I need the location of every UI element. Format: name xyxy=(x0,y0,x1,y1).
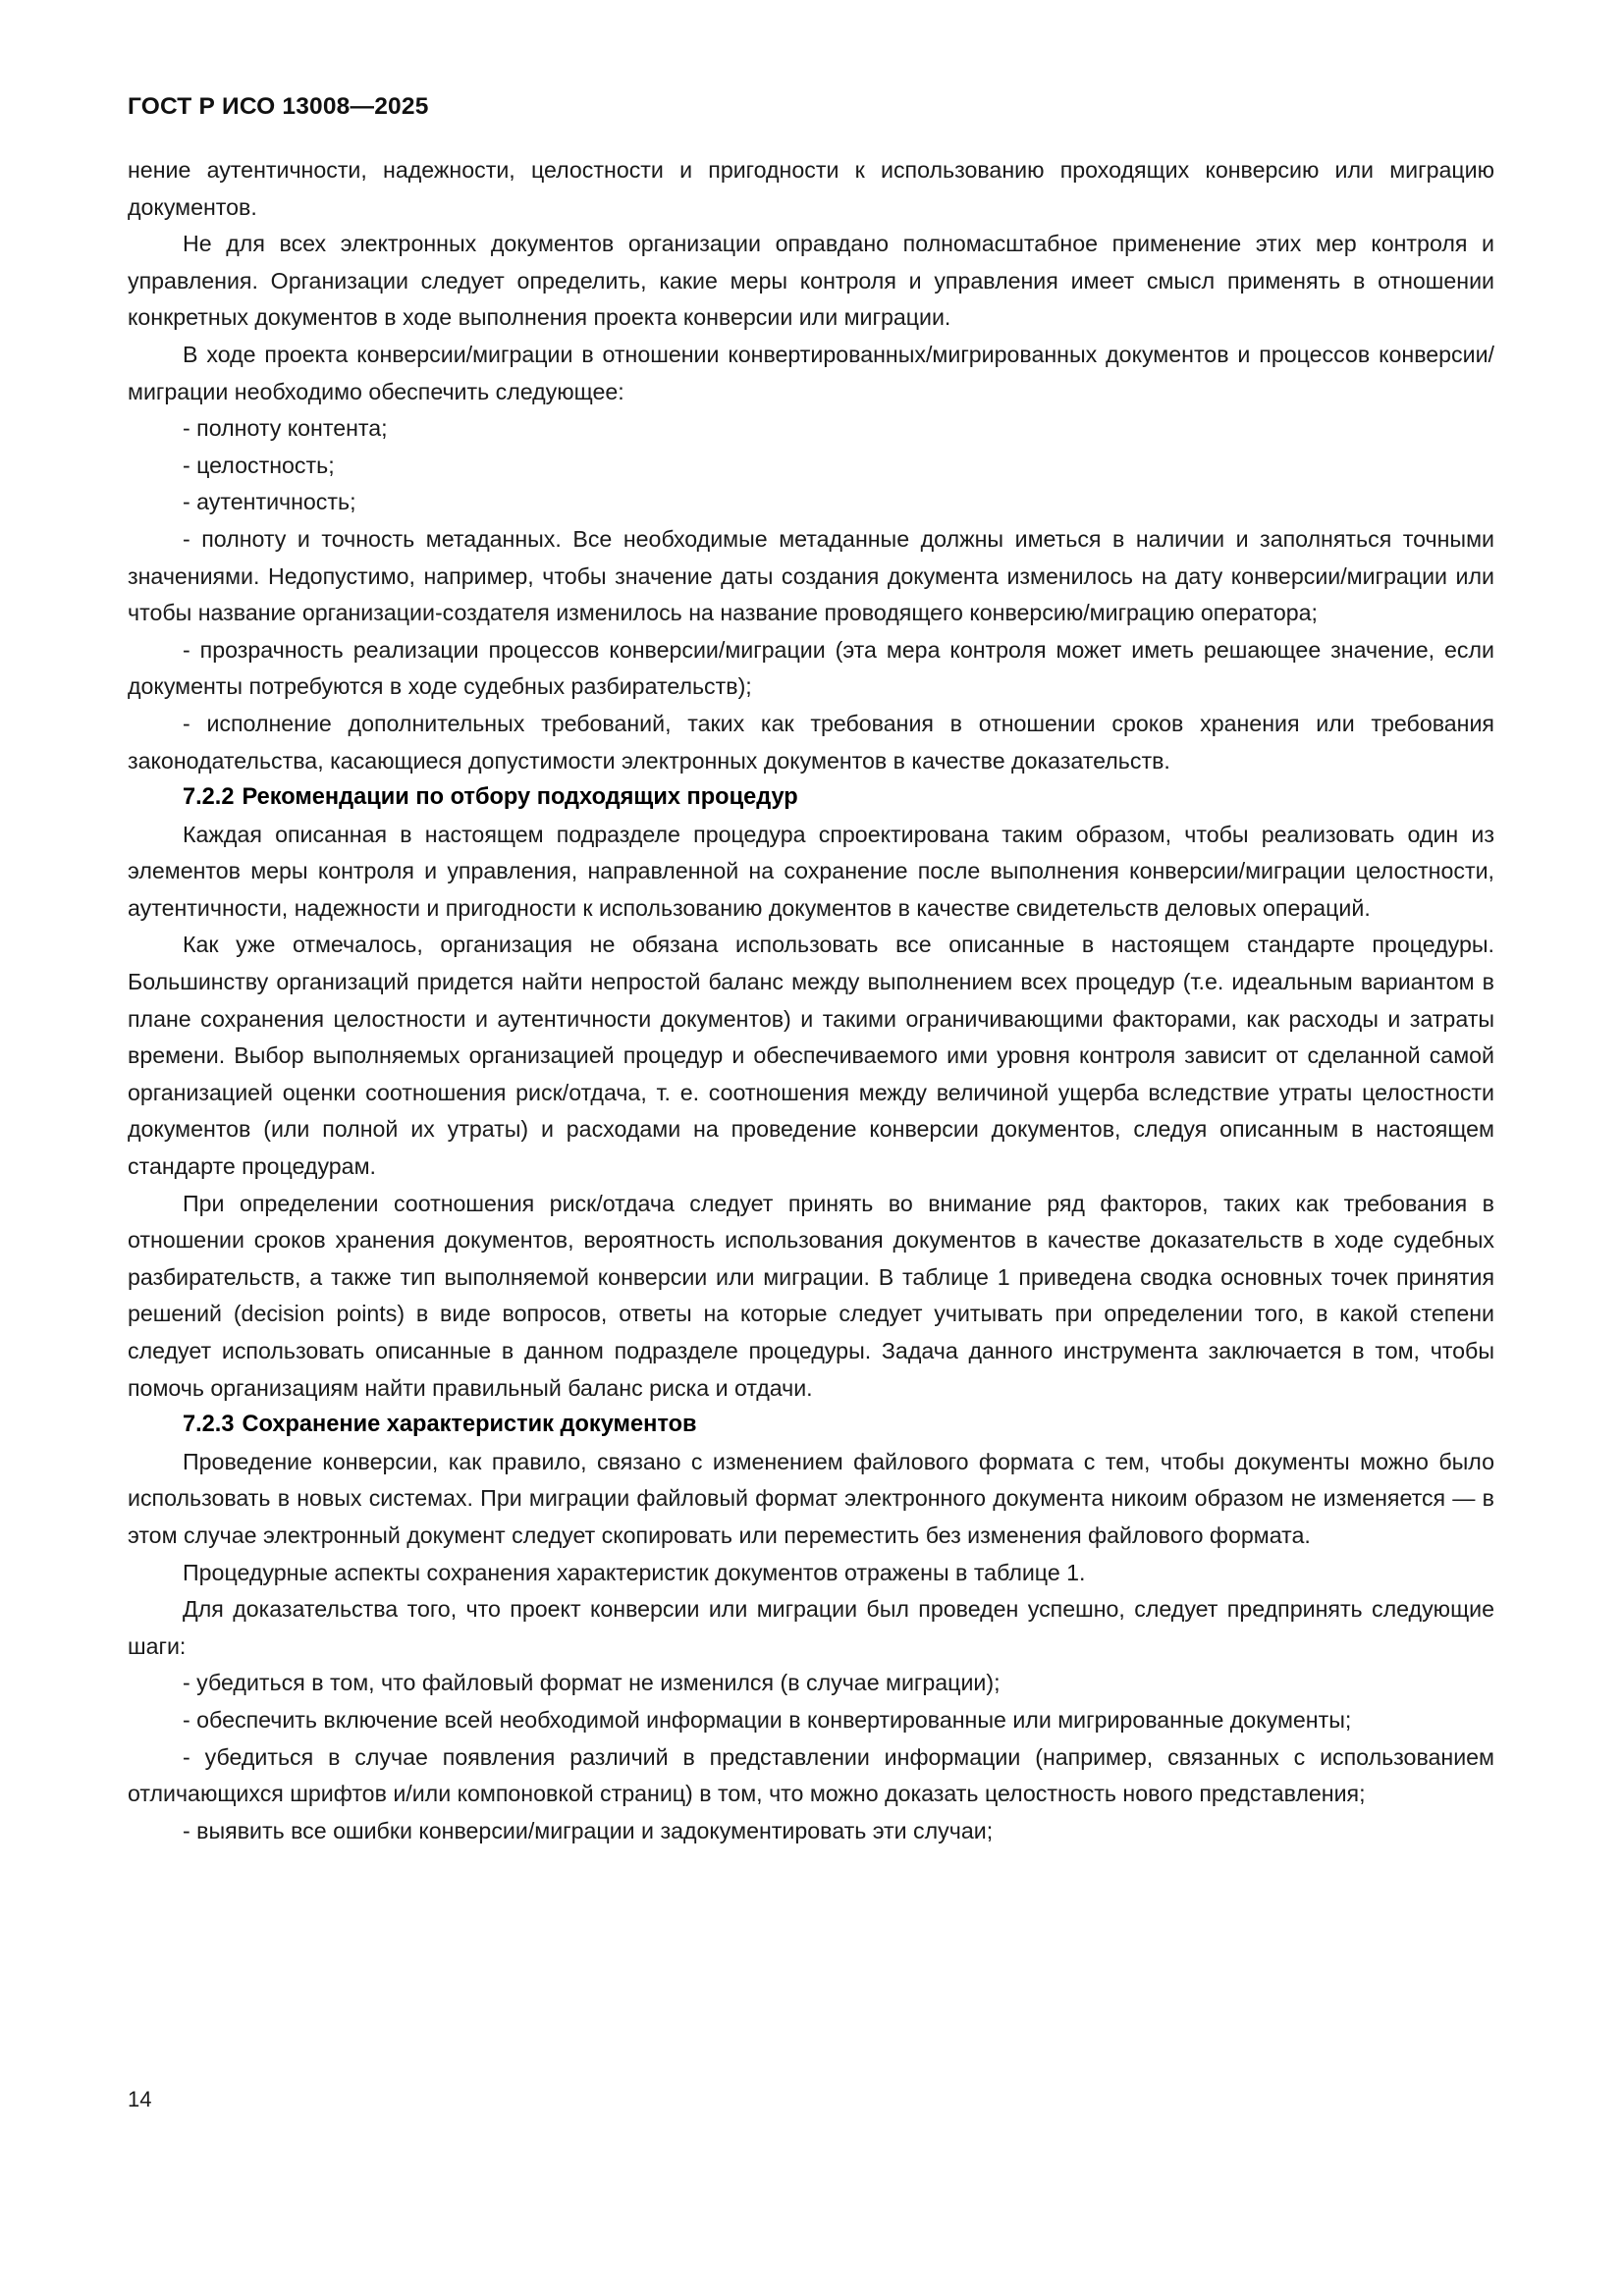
dash-list-item: - убедиться в том, что файловый формат не изменился (в случае миграции); xyxy=(183,1670,1001,1696)
body-paragraph: Проведение конверсии, как правило, связано с изменением файлового формата с тем, чтобы документы можно было использовать в новых системах. При миграции файловый формат электронного документа никоим образом не изменяется — в этом случае электронный документ следует скопировать или переместить без изменения файлового формата. xyxy=(128,1448,1494,1548)
body-paragraph: Как уже отмечалось, организация не обязана использовать все описанные в настоящем стандарте процедуры. Большинству организаций придется найти непростой баланс между выполнением всех процедур (т.е. идеальным вариантом в плане сохранения целостности и аутентичности документов) и такими ограничивающими факторами, как расходы и затраты времени. Выбор выполняемых организацией процедур и обеспечиваемого ими уровня контроля зависит от сделанной самой организацией оценки соотношения риск/отдача, т. е. соотношения между величиной ущерба вследствие утраты целостности документов (или полной их утраты) и расходами на проведение конверсии документов, следуя описанным в настоящем стандарте процедурам. xyxy=(128,932,1494,1180)
body-paragraph: Для доказательства того, что проект конверсии или миграции был проведен успешно, следует предпринять следующие шаги: xyxy=(128,1596,1494,1659)
dash-list-item: - исполнение дополнительных требований, таких как требования в отношении сроков хранения или требования законодательства, касающиеся допустимости электронных документов в качестве доказательств. xyxy=(128,710,1494,774)
page-number: 14 xyxy=(128,2087,152,2111)
body-paragraph: В ходе проекта конверсии/миграции в отношении конвертированных/мигрированных документов и процессов конверсии/миграции необходимо обеспечить следующее: xyxy=(128,341,1494,404)
dash-list-item: - убедиться в случае появления различий в представлении информации (например, связанных с использованием отличающихся шрифтов и/или компоновкой страниц) в том, что можно доказать целостность нового представления; xyxy=(128,1743,1494,1807)
dash-list-item: - целостность; xyxy=(183,452,335,478)
dash-list-item: - прозрачность реализации процессов конверсии/миграции (эта мера контроля может иметь решающее значение, если документы потребуются в ходе судебных разбирательств); xyxy=(128,636,1494,700)
body-paragraph: Не для всех электронных документов организации оправдано полномасштабное применение этих мер контроля и управления. Организации следует определить, какие меры контроля и управления имеет смысл применять в отношении конкретных документов в ходе выполнения проекта конверсии или миграции. xyxy=(128,231,1494,331)
section-title: Рекомендации по отбору подходящих процедур xyxy=(242,784,798,811)
body-paragraph: Процедурные аспекты сохранения характеристик документов отражены в таблице 1. xyxy=(183,1559,1086,1585)
dash-list-item: - обеспечить включение всей необходимой информации в конвертированные или мигрированные документы; xyxy=(183,1706,1352,1733)
dash-list-item: - аутентичность; xyxy=(183,489,356,515)
body-paragraph: нение аутентичности, надежности, целостности и пригодности к использованию проходящих конверсию или миграцию документов. xyxy=(128,157,1494,220)
section-number: 7.2.3 xyxy=(183,1412,235,1438)
section-number: 7.2.2 xyxy=(183,784,235,811)
body-paragraph: Каждая описанная в настоящем подразделе процедура спроектирована таким образом, чтобы реализовать один из элементов меры контроля и управления, направленной на сохранение после выполнения конверсии/миграции целостности, аутентичности, надежности и пригодности к использованию документов в качестве свидетельств деловых операций. xyxy=(128,821,1494,921)
running-header: ГОСТ Р ИСО 13008—2025 xyxy=(128,93,429,120)
dash-list-item: - полноту контента; xyxy=(183,415,388,442)
body-paragraph: При определении соотношения риск/отдача следует принять во внимание ряд факторов, таких как требования в отношении сроков хранения документов, вероятность использования документов в качестве доказательств в ходе судебных разбирательств, а также тип выполняемой конверсии или миграции. В таблице 1 приведена сводка основных точек принятия решений (decision points) в виде вопросов, ответы на которые следует учитывать при определении того, в какой степени следует использовать описанные в данном подразделе процедуры. Задача данного инструмента заключается в том, чтобы помочь организациям найти правильный баланс риска и отдачи. xyxy=(128,1190,1494,1401)
section-heading xyxy=(128,779,1494,817)
dash-list-item: - выявить все ошибки конверсии/миграции и задокументировать эти случаи; xyxy=(183,1817,994,1843)
body-text-column xyxy=(128,152,1494,1849)
section-title: Сохранение характеристик документов xyxy=(242,1412,697,1438)
dash-list-item: - полноту и точность метаданных. Все необходимые метаданные должны иметься в наличии и заполняться точными значениями. Недопустимо, например, чтобы значение даты создания документа изменилось на дату конверсии/миграции или чтобы название организации-создателя изменилось на название проводящего конверсию/миграцию оператора; xyxy=(128,525,1494,626)
section-heading xyxy=(128,1407,1494,1444)
